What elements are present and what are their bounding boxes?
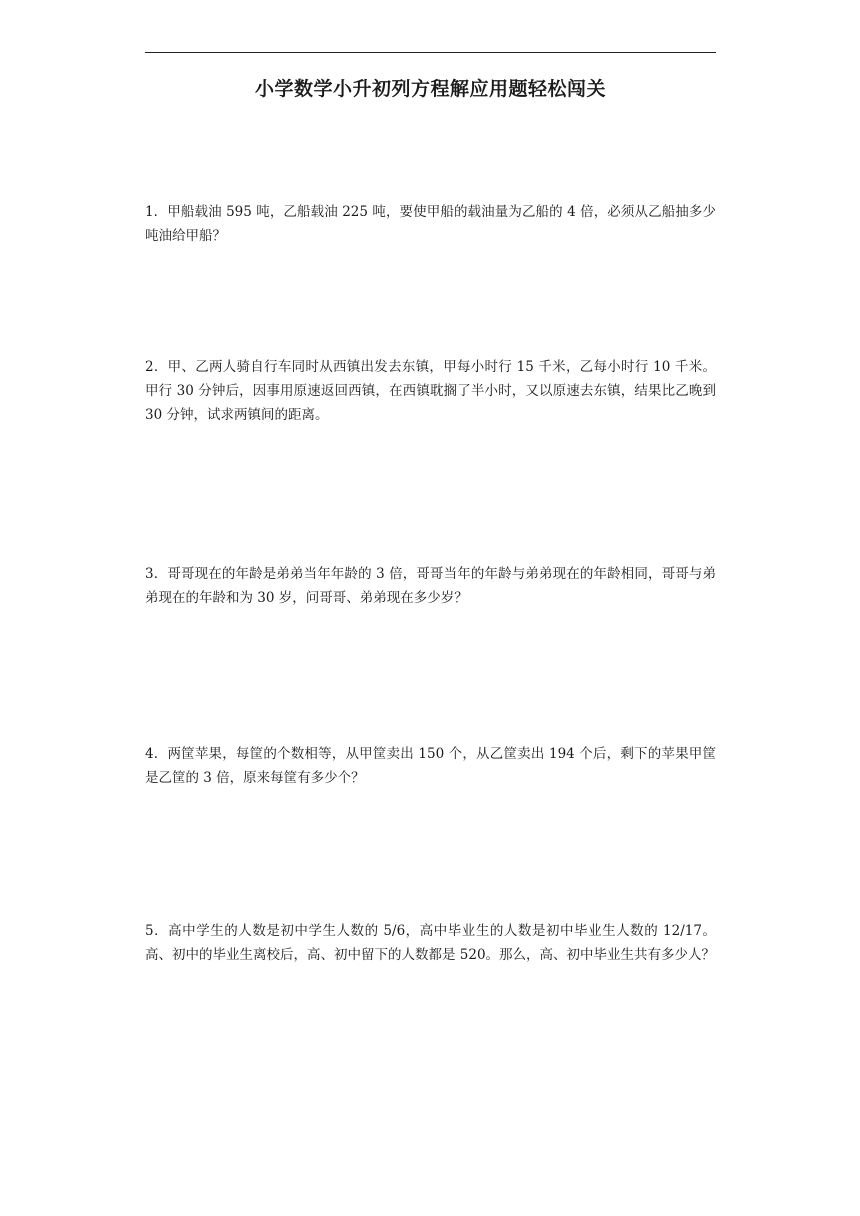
- problem-5: 5．高中学生的人数是初中学生人数的 5/6，高中毕业生的人数是初中毕业生人数的 12/17。高、初中的毕业生离校后，高、初中留下的人数都是 520。那么，高、初中毕业生共有多少人？: [145, 923, 716, 963]
- problem-3: 3．哥哥现在的年龄是弟弟当年年龄的 3 倍，哥哥当年的年龄与弟弟现在的年龄相同，哥哥与弟弟现在的年龄和为 30 岁，问哥哥、弟弟现在多少岁？: [145, 566, 716, 606]
- problem-2: 2．甲、乙两人骑自行车同时从西镇出发去东镇，甲每小时行 15 千米，乙每小时行 10 千米。甲行 30 分钟后，因事用原速返回西镇，在西镇耽搁了半小时，又以原速去东镇，结果比乙晚到 30 分钟，试求两镇间的距离。: [145, 359, 716, 423]
- problem-4: 4．两筐苹果，每筐的个数相等，从甲筐卖出 150 个，从乙筐卖出 194 个后，剩下的苹果甲筐是乙筐的 3 倍，原来每筐有多少个？: [145, 746, 716, 786]
- page-title: 小学数学小升初列方程解应用题轻松闯关: [254, 78, 606, 100]
- header-rule: [145, 52, 716, 53]
- problem-1: 1．甲船载油 595 吨，乙船载油 225 吨，要使甲船的载油量为乙船的 4 倍，必须从乙船抽多少吨油给甲船？: [145, 204, 716, 244]
